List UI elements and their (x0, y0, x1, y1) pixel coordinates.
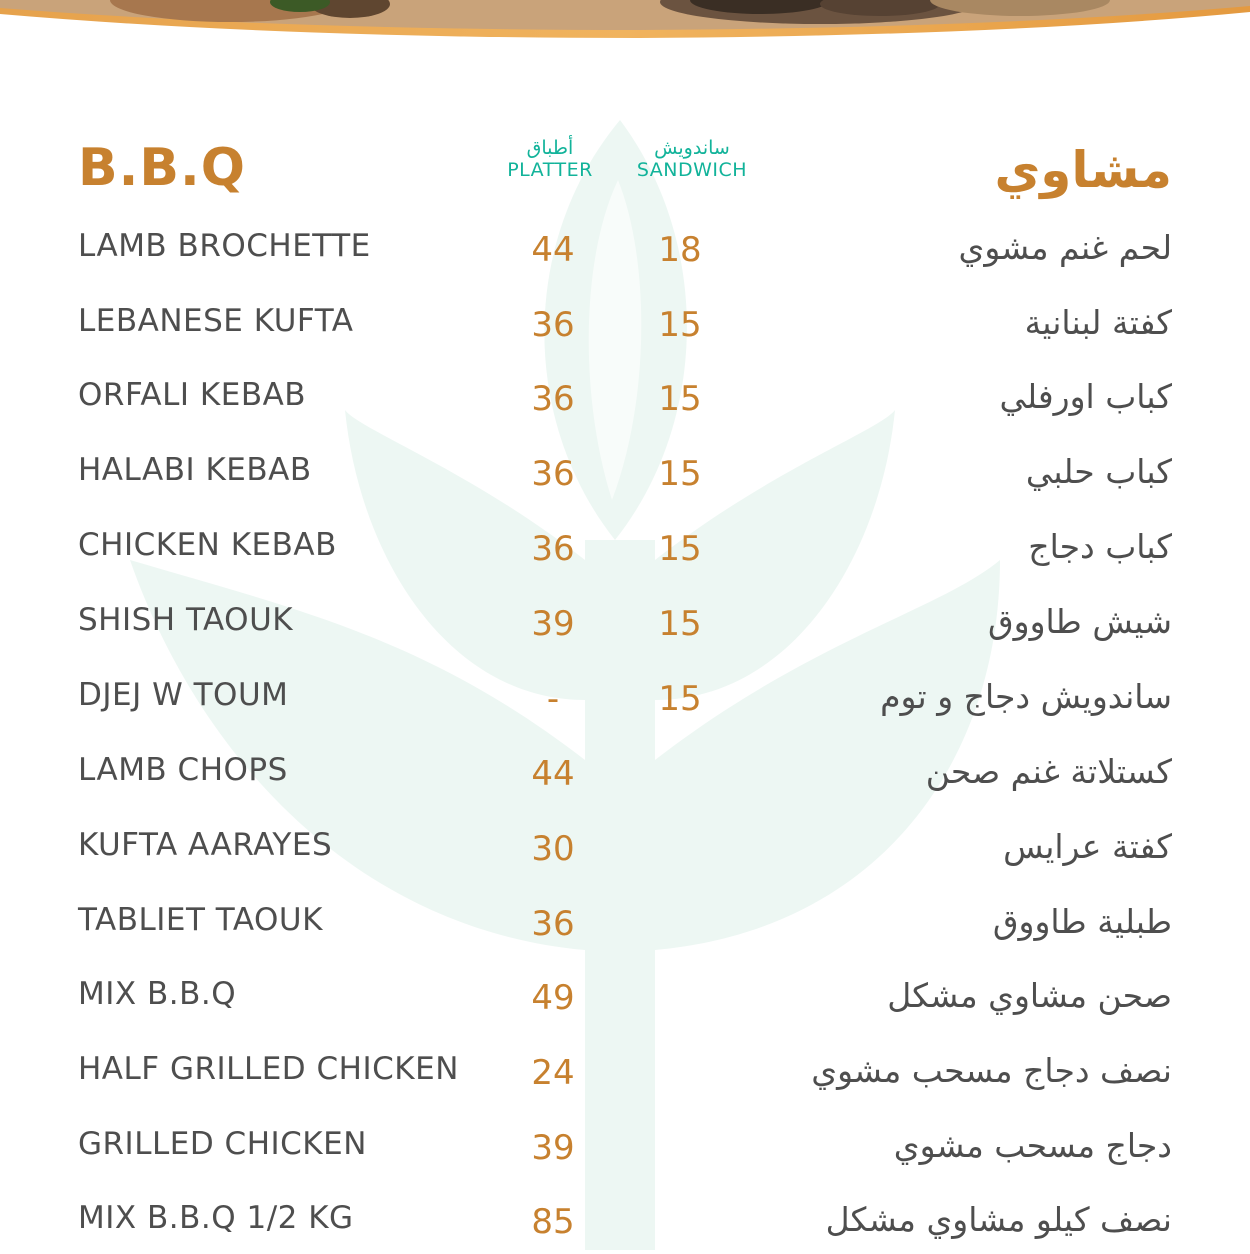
platter-price: 36 (531, 529, 575, 569)
item-name-ar: طبلية طاووق (992, 902, 1172, 941)
platter-price: 39 (531, 604, 575, 644)
item-name-en: MIX B.B.Q 1/2 KG (78, 1200, 354, 1236)
platter-price: 24 (531, 1053, 575, 1093)
platter-column-header (470, 138, 630, 182)
platter-price: 39 (531, 1128, 575, 1168)
item-name-en: KUFTA AARAYES (78, 827, 333, 863)
platter-price: 36 (531, 379, 575, 419)
menu-item-row (0, 1126, 1250, 1186)
item-name-ar: لحم غنم مشوي (958, 228, 1172, 267)
sandwich-header-en: SANDWICH (636, 158, 748, 181)
platter-price: 85 (531, 1202, 575, 1242)
item-name-ar: كفتة لبنانية (1024, 303, 1172, 342)
item-name-ar: صحن مشاوي مشكل (887, 976, 1172, 1015)
menu-item-row (0, 377, 1250, 437)
sandwich-price: 15 (658, 604, 702, 644)
platter-header-en: PLATTER (507, 158, 593, 181)
sandwich-price: 15 (658, 305, 702, 345)
item-name-ar: نصف دجاج مسحب مشوي (811, 1051, 1172, 1090)
item-name-en: LAMB CHOPS (78, 752, 288, 788)
item-name-ar: شيش طاووق (988, 602, 1172, 641)
platter-price: 44 (531, 230, 575, 270)
item-name-en: LEBANESE KUFTA (78, 303, 354, 339)
menu-item-row (0, 677, 1250, 737)
platter-price: 30 (531, 829, 575, 869)
menu-item-row (0, 902, 1250, 962)
platter-price: 44 (531, 754, 575, 794)
menu-item-row (0, 303, 1250, 363)
menu-item-row (0, 1200, 1250, 1248)
item-name-ar: كباب حلبي (1025, 452, 1172, 491)
item-name-en: MIX B.B.Q (78, 976, 237, 1012)
item-name-en: SHISH TAOUK (78, 602, 294, 638)
menu-item-row (0, 1051, 1250, 1111)
item-name-ar: كفتة عرايس (1003, 827, 1172, 866)
sandwich-price: 15 (658, 679, 702, 719)
item-name-ar: دجاج مسحب مشوي (893, 1126, 1172, 1165)
platter-price: 36 (531, 454, 575, 494)
item-name-en: LAMB BROCHETTE (78, 228, 371, 264)
sandwich-header-ar: ساندويش (654, 137, 730, 159)
item-name-ar: كباب اورفلي (999, 377, 1172, 416)
platter-price: - (546, 679, 560, 719)
item-name-ar: كباب دجاج (1028, 527, 1172, 566)
item-name-en: DJEJ W TOUM (78, 677, 289, 713)
item-name-en: ORFALI KEBAB (78, 377, 307, 413)
platter-price: 36 (531, 904, 575, 944)
menu-item-row (0, 827, 1250, 887)
menu-item-row (0, 602, 1250, 662)
menu-item-row (0, 752, 1250, 812)
item-name-en: HALF GRILLED CHICKEN (78, 1051, 459, 1087)
menu-item-row (0, 228, 1250, 288)
platter-price: 49 (531, 978, 575, 1018)
sandwich-price: 15 (658, 529, 702, 569)
menu-item-row (0, 527, 1250, 587)
item-name-ar: كستلاتة غنم صحن (925, 752, 1172, 791)
sandwich-column-header (612, 138, 772, 182)
sandwich-price: 15 (658, 454, 702, 494)
menu-item-row (0, 452, 1250, 512)
item-name-en: HALABI KEBAB (78, 452, 312, 488)
item-name-en: GRILLED CHICKEN (78, 1126, 367, 1162)
item-name-en: CHICKEN KEBAB (78, 527, 337, 563)
item-name-ar: ساندويش دجاج و توم (880, 677, 1172, 716)
item-name-en: TABLIET TAOUK (78, 902, 323, 938)
sandwich-price: 15 (658, 379, 702, 419)
sandwich-price: 18 (658, 230, 702, 270)
item-name-ar: نصف كيلو مشاوي مشكل (825, 1200, 1172, 1239)
section-title-ar: مشاوي (994, 141, 1172, 199)
platter-header-ar: أطباق (526, 137, 574, 159)
section-title-en: B.B.Q (78, 138, 246, 198)
menu-item-row (0, 976, 1250, 1036)
platter-price: 36 (531, 305, 575, 345)
